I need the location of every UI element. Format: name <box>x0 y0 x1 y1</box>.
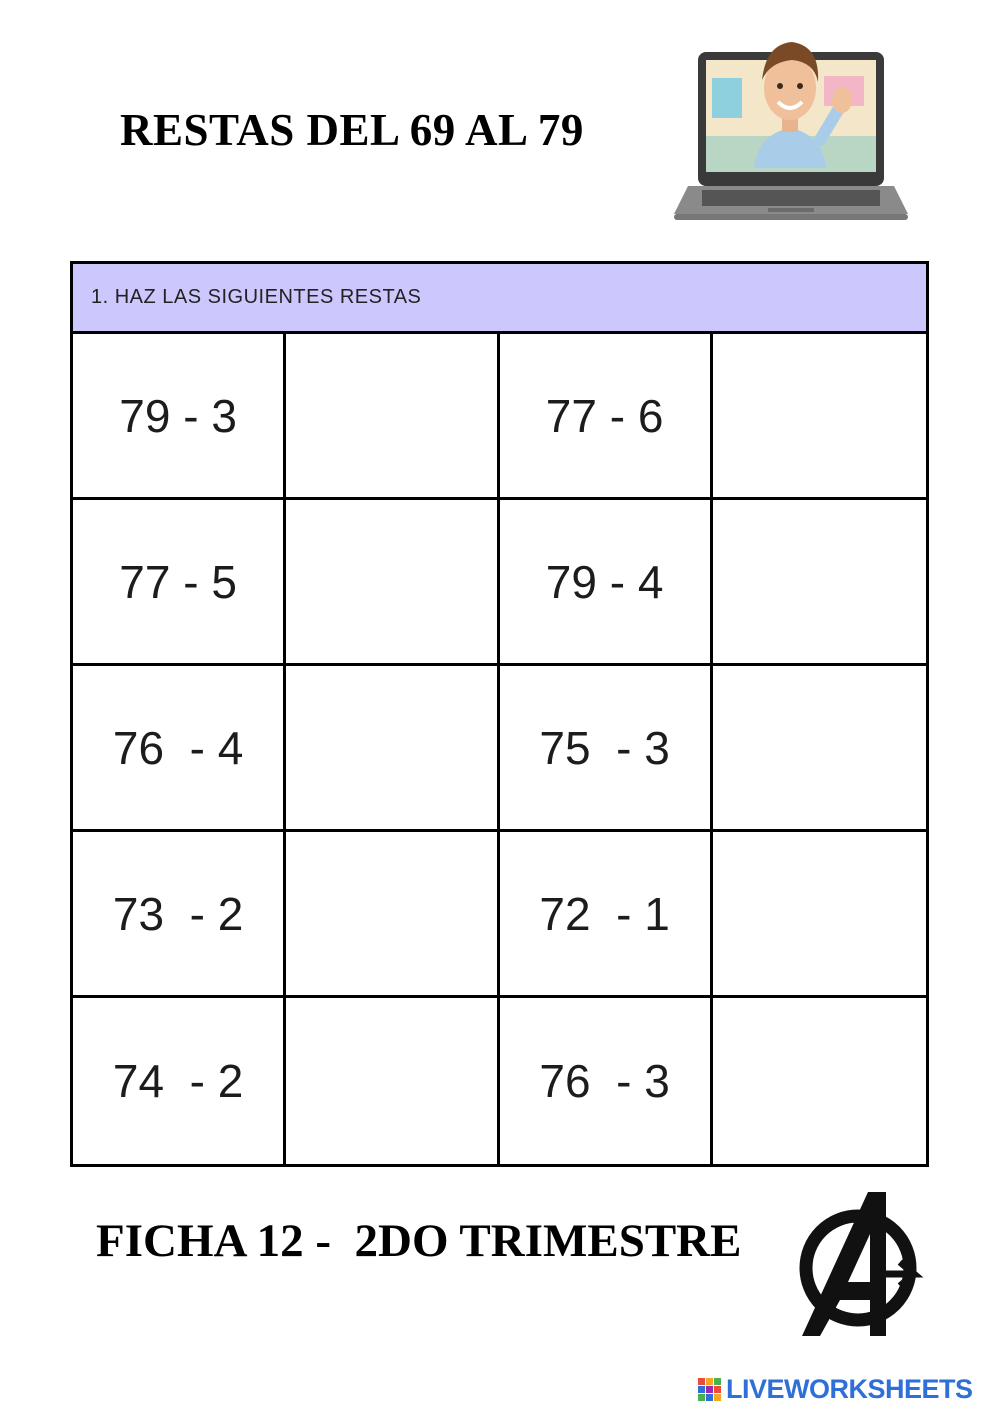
answer-box[interactable] <box>286 666 499 832</box>
answer-box[interactable] <box>713 500 926 666</box>
subtraction-grid <box>73 334 926 1164</box>
page-title: RESTAS DEL 69 AL 79 <box>120 105 584 155</box>
answer-box[interactable] <box>286 500 499 666</box>
avengers-logo-icon <box>790 1188 930 1338</box>
instruction-banner: 1. HAZ LAS SIGUIENTES RESTAS <box>73 264 926 334</box>
brand-name: LIVEWORKSHEETS <box>726 1374 973 1404</box>
problem-cell: 72 - 1 <box>500 832 713 998</box>
problem-cell: 76 - 4 <box>73 666 286 832</box>
problem-cell: 79 - 4 <box>500 500 713 666</box>
problem-cell: 77 - 5 <box>73 500 286 666</box>
answer-box[interactable] <box>286 832 499 998</box>
answer-box[interactable] <box>713 666 926 832</box>
teacher-laptop-icon <box>668 18 912 228</box>
liveworksheets-brand <box>698 1374 973 1405</box>
answer-box[interactable] <box>286 334 499 500</box>
answer-box[interactable] <box>713 334 926 500</box>
liveworksheets-logo-icon <box>698 1378 722 1402</box>
problem-cell: 75 - 3 <box>500 666 713 832</box>
problem-cell: 74 - 2 <box>73 998 286 1164</box>
answer-box[interactable] <box>713 832 926 998</box>
answer-box[interactable] <box>286 998 499 1164</box>
answer-box[interactable] <box>713 998 926 1164</box>
problem-cell: 73 - 2 <box>73 832 286 998</box>
exercise-sheet <box>70 261 929 1167</box>
problem-cell: 76 - 3 <box>500 998 713 1164</box>
problem-cell: 77 - 6 <box>500 334 713 500</box>
problem-cell: 79 - 3 <box>73 334 286 500</box>
worksheet-footer-title: FICHA 12 - 2DO TRIMESTRE <box>96 1215 742 1267</box>
